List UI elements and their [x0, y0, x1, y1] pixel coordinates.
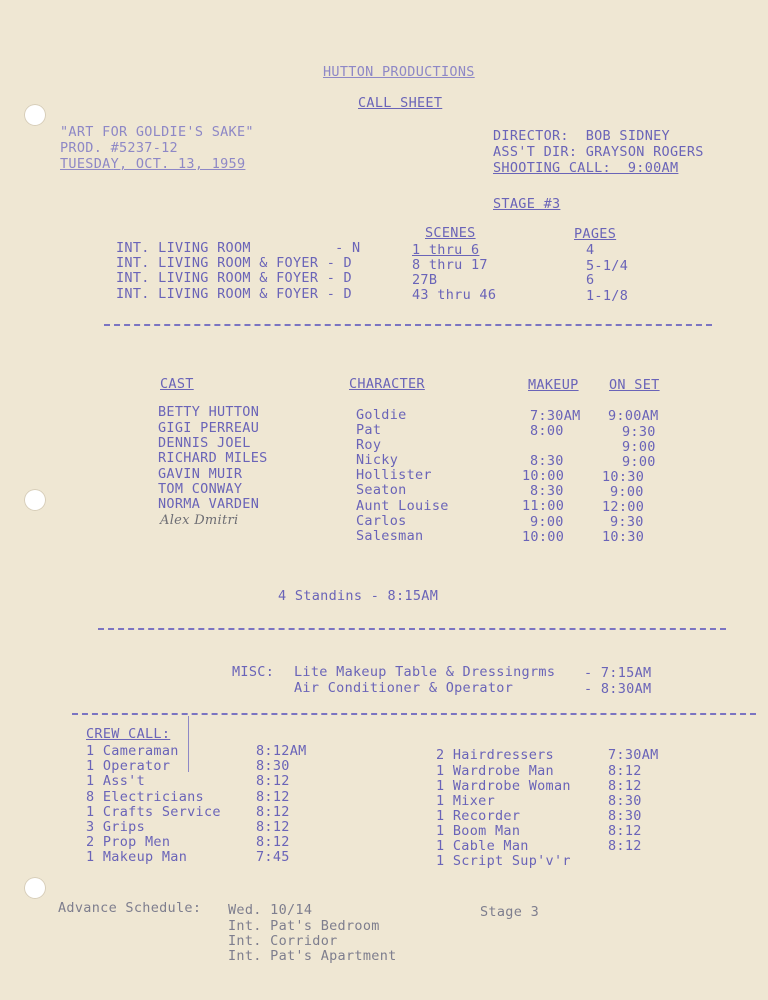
- actor-name: TOM CONWAY: [158, 481, 243, 497]
- actor-name-handwritten: Alex Dmitri: [160, 513, 239, 528]
- actor-name: RICHARD MILES: [158, 450, 268, 466]
- divider-3: [72, 713, 756, 715]
- divider-1: [104, 324, 712, 326]
- makeup-time: 8:30: [530, 483, 564, 499]
- stage-label: STAGE #3: [493, 196, 561, 212]
- assistant-director: ASS'T DIR: GRAYSON ROGERS: [493, 144, 704, 160]
- crew-time: 8:12: [256, 773, 290, 789]
- character-name: Roy: [356, 437, 382, 453]
- shoot-date: TUESDAY, OCT. 13, 1959: [60, 156, 246, 172]
- scene-numbers: 27B: [412, 272, 438, 288]
- advance-stage: Stage 3: [480, 904, 539, 920]
- on-set-time: 12:00: [602, 499, 645, 515]
- makeup-time: 11:00: [522, 498, 565, 514]
- makeup-time: 7:30AM: [530, 408, 581, 424]
- crew-role: 1 Mixer: [436, 793, 495, 809]
- actor-name: DENNIS JOEL: [158, 435, 251, 451]
- on-set-time: 9:00AM: [608, 408, 659, 424]
- standins-note: 4 Standins - 8:15AM: [278, 588, 439, 604]
- on-set-header: ON SET: [609, 377, 660, 393]
- crew-time: 8:30: [256, 758, 290, 774]
- punch-hole-middle: [24, 489, 46, 511]
- on-set-time: 10:30: [602, 469, 645, 485]
- misc-time-1: - 7:15AM: [584, 665, 652, 681]
- divider-2: [98, 628, 726, 630]
- crew-role: 1 Cable Man: [436, 838, 529, 854]
- crew-time: 8:30: [608, 808, 642, 824]
- advance-schedule-label: Advance Schedule:: [58, 900, 202, 916]
- on-set-time: 9:00: [622, 454, 656, 470]
- advance-set: Int. Pat's Apartment: [228, 948, 397, 964]
- punch-hole-bottom: [24, 877, 46, 899]
- advance-set: Int. Corridor: [228, 933, 338, 949]
- crew-role: 1 Script Sup'v'r: [436, 853, 571, 869]
- scene-set: INT. LIVING ROOM & FOYER - D: [116, 286, 352, 302]
- crew-role: 1 Wardrobe Woman: [436, 778, 571, 794]
- advance-set: Int. Pat's Bedroom: [228, 918, 380, 934]
- company-name: HUTTON PRODUCTIONS: [323, 64, 475, 80]
- scene-numbers: 1 thru 6: [412, 242, 480, 258]
- production-title: "ART FOR GOLDIE'S SAKE": [60, 124, 254, 140]
- character-name: Hollister: [356, 467, 432, 483]
- crew-time: 8:12: [608, 778, 642, 794]
- crew-time: 7:45: [256, 849, 290, 865]
- makeup-header: MAKEUP: [528, 377, 579, 393]
- crew-role: 1 Ass't: [86, 773, 145, 789]
- character-name: Aunt Louise: [356, 498, 449, 514]
- scene-pages: 1-1/8: [586, 288, 629, 304]
- scene-set: INT. LIVING ROOM - N: [116, 240, 361, 256]
- actor-name: GIGI PERREAU: [158, 420, 260, 436]
- crew-role: 8 Electricians: [86, 789, 204, 805]
- character-header: CHARACTER: [349, 376, 425, 392]
- crew-time: 7:30AM: [608, 747, 659, 763]
- production-number: PROD. #5237-12: [60, 140, 178, 156]
- on-set-time: 9:00: [622, 439, 656, 455]
- makeup-time: 10:00: [522, 529, 565, 545]
- scene-pages: 6: [586, 272, 595, 288]
- misc-time-2: - 8:30AM: [584, 681, 652, 697]
- on-set-time: 9:00: [610, 484, 644, 500]
- crew-time: 8:12: [608, 763, 642, 779]
- makeup-time: 8:30: [530, 453, 564, 469]
- character-name: Carlos: [356, 513, 407, 529]
- misc-label: MISC:: [232, 664, 275, 680]
- crew-role: 1 Crafts Service: [86, 804, 221, 820]
- scenes-header: SCENES: [425, 225, 476, 241]
- scene-numbers: 43 thru 46: [412, 287, 497, 303]
- crew-time: 8:12: [256, 789, 290, 805]
- crew-role: 1 Boom Man: [436, 823, 521, 839]
- misc-item-2: Air Conditioner & Operator: [294, 680, 514, 696]
- character-name: Salesman: [356, 528, 424, 544]
- misc-item-1: Lite Makeup Table & Dressingrms: [294, 664, 556, 680]
- actor-name: GAVIN MUIR: [158, 466, 243, 482]
- actor-name: NORMA VARDEN: [158, 496, 260, 512]
- shooting-call: SHOOTING CALL: 9:00AM: [493, 160, 679, 176]
- on-set-time: 9:30: [610, 514, 644, 530]
- scene-pages: 5-1/4: [586, 258, 629, 274]
- character-name: Pat: [356, 422, 382, 438]
- crew-time: 8:12: [608, 823, 642, 839]
- on-set-time: 9:30: [622, 424, 656, 440]
- crew-role: 1 Operator: [86, 758, 171, 774]
- advance-date: Wed. 10/14: [228, 902, 313, 918]
- crew-role: 2 Hairdressers: [436, 747, 554, 763]
- crew-call-label: CREW CALL:: [86, 726, 171, 742]
- crew-time: 8:12: [608, 838, 642, 854]
- makeup-time: 9:00: [530, 514, 564, 530]
- cast-header: CAST: [160, 376, 194, 392]
- crew-time: 8:12: [256, 834, 290, 850]
- crew-time: 8:12: [256, 804, 290, 820]
- crew-role: 1 Makeup Man: [86, 849, 188, 865]
- document-title: CALL SHEET: [358, 95, 443, 111]
- actor-name: BETTY HUTTON: [158, 404, 260, 420]
- on-set-time: 10:30: [602, 529, 645, 545]
- punch-hole-top: [24, 104, 46, 126]
- crew-time: 8:12AM: [256, 743, 307, 759]
- crew-role: 1 Wardrobe Man: [436, 763, 554, 779]
- character-name: Seaton: [356, 482, 407, 498]
- scene-set: INT. LIVING ROOM & FOYER - D: [116, 255, 352, 271]
- director: DIRECTOR: BOB SIDNEY: [493, 128, 670, 144]
- crew-role: 3 Grips: [86, 819, 145, 835]
- crew-role: 1 Recorder: [436, 808, 521, 824]
- crew-column-rule: [188, 716, 189, 772]
- scene-pages: 4: [586, 242, 595, 258]
- crew-time: 8:12: [256, 819, 290, 835]
- pages-header: PAGES: [574, 226, 617, 242]
- scene-set: INT. LIVING ROOM & FOYER - D: [116, 270, 352, 286]
- makeup-time: 8:00: [530, 423, 564, 439]
- scene-numbers: 8 thru 17: [412, 257, 488, 273]
- crew-time: 8:30: [608, 793, 642, 809]
- character-name: Nicky: [356, 452, 399, 468]
- crew-role: 2 Prop Men: [86, 834, 171, 850]
- character-name: Goldie: [356, 407, 407, 423]
- crew-role: 1 Cameraman: [86, 743, 179, 759]
- makeup-time: 10:00: [522, 468, 565, 484]
